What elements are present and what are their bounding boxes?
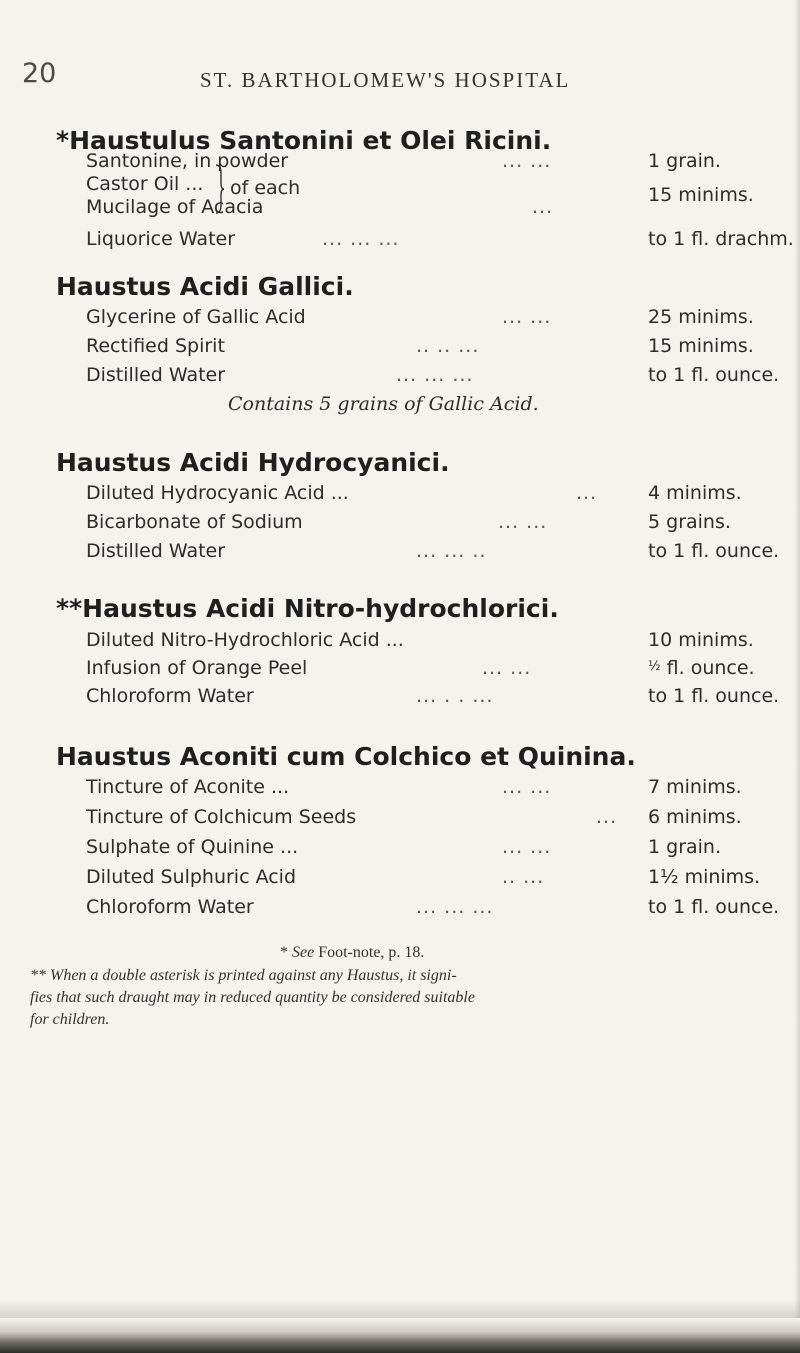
fraction: 1½: [648, 866, 679, 888]
section-title: Haustus Acidi Hydrocyanici.: [56, 448, 450, 477]
ingredient-row: [86, 896, 780, 924]
section-note: Contains 5 grains of Gallic Acid.: [228, 393, 539, 415]
ingredient-qty: 1 grain.: [648, 836, 722, 858]
qty-unit: minims.: [684, 866, 761, 888]
ingredient-qty: 15 minims.: [648, 335, 754, 357]
brace-note: of each: [230, 177, 301, 199]
ingredient-name: Infusion of Orange Peel: [86, 657, 308, 679]
ingredient-name: Mucilage of Acacia: [86, 196, 264, 218]
ingredient-name: Chloroform Water: [86, 896, 254, 918]
footnote-text: Foot-note, p. 18.: [318, 944, 425, 961]
ingredient-name: Diluted Sulphuric Acid: [86, 866, 297, 888]
ingredient-row: [86, 306, 760, 334]
ingredient-row: [86, 836, 760, 864]
footnote-1: [280, 944, 760, 962]
ingredient-name: Diluted Hydrocyanic Acid ...: [86, 482, 349, 504]
leader-dots: ... ... ...: [396, 364, 474, 386]
ingredient-qty: 4 minims.: [648, 482, 742, 504]
brace-icon: [214, 163, 224, 215]
leader-dots: ... ...: [502, 836, 552, 858]
ingredient-name: Glycerine of Gallic Acid: [86, 306, 306, 328]
ingredient-qty: to 1 fl. ounce.: [648, 364, 780, 386]
ingredient-qty: 1 grain.: [648, 150, 722, 172]
leader-dots: .. .. ...: [416, 335, 480, 357]
fraction: ½: [648, 659, 661, 674]
ingredient-row: [86, 511, 760, 539]
qty-unit: fl. ounce.: [666, 657, 755, 679]
ingredient-row: [86, 776, 760, 804]
ingredient-row: [86, 364, 780, 392]
leader-dots: ... ...: [502, 150, 552, 172]
leader-dots: ... ...: [502, 306, 552, 328]
ingredient-name: Sulphate of Quinine ...: [86, 836, 299, 858]
ingredient-qty: 6 minims.: [648, 806, 742, 828]
footnote-mark: *: [280, 944, 288, 961]
running-head: ST. BARTHOLOMEW'S HOSPITAL: [200, 68, 571, 92]
leader-dots: ... . . ...: [416, 685, 494, 707]
section-title: *Haustulus Santonini et Olei Ricini.: [56, 126, 552, 155]
ingredient-qty: to 1 fl. ounce.: [648, 540, 780, 562]
ingredient-row: [86, 657, 760, 685]
ingredient-name: Chloroform Water: [86, 685, 254, 707]
ingredient-row: [86, 228, 794, 256]
leader-dots: ... ...: [498, 511, 548, 533]
ingredient-name: Diluted Nitro-Hydrochloric Acid ...: [86, 629, 404, 651]
ingredient-name: Distilled Water: [86, 540, 226, 562]
ingredient-name: Tincture of Aconite ...: [86, 776, 290, 798]
ingredient-qty: [648, 866, 760, 888]
page-shadow: [0, 1300, 800, 1318]
ingredient-row: [86, 540, 780, 568]
ingredient-qty: [648, 657, 755, 679]
ingredient-row: [86, 335, 760, 363]
ingredient-qty: to 1 fl. ounce.: [648, 685, 780, 707]
ingredient-qty: 15 minims.: [648, 184, 754, 206]
ingredient-name: Liquorice Water: [86, 228, 236, 250]
footnote-2-cont: fies that such draught may in reduced quantity be considered suitable: [30, 989, 475, 1006]
leader-dots: ... ...: [502, 776, 552, 798]
ingredient-qty: to 1 fl. drachm.: [648, 228, 794, 250]
leader-dots: ...: [532, 196, 554, 218]
ingredient-qty: 7 minims.: [648, 776, 742, 798]
leader-dots: ... ... ...: [416, 896, 494, 918]
leader-dots: ... ... ...: [322, 228, 400, 250]
ingredient-name: Castor Oil ...: [86, 173, 204, 195]
leader-dots: ... ...: [482, 657, 532, 679]
ingredient-row: [86, 685, 780, 713]
ingredient-qty: 5 grains.: [648, 511, 731, 533]
page-bottom-edge: [0, 1318, 800, 1353]
leader-dots: ... ... ..: [416, 540, 487, 562]
ingredient-name: Rectified Spirit: [86, 335, 225, 357]
footnote-2-end: for children.: [30, 1011, 110, 1028]
ingredient-name: Distilled Water: [86, 364, 226, 386]
ingredient-name: Tincture of Colchicum Seeds: [86, 806, 357, 828]
ingredient-row: [86, 806, 760, 834]
section-title: Haustus Acidi Gallici.: [56, 272, 354, 301]
section-title: Haustus Aconiti cum Colchico et Quinina.: [56, 742, 636, 771]
ingredient-name: Bicarbonate of Sodium: [86, 511, 303, 533]
footnote-see: See: [292, 944, 315, 961]
ingredient-row: [86, 482, 760, 510]
ingredient-row: [86, 866, 760, 894]
footnote-2: ** When a double asterisk is printed against any Haustus, it signi-: [30, 967, 457, 984]
ingredient-qty: to 1 fl. ounce.: [648, 896, 780, 918]
leader-dots: ...: [596, 806, 618, 828]
ingredient-qty: 10 minims.: [648, 629, 754, 651]
leader-dots: ...: [576, 482, 598, 504]
leader-dots: .. ...: [502, 866, 545, 888]
section-title: **Haustus Acidi Nitro-hydrochlorici.: [56, 594, 559, 623]
ingredient-name: Santonine, in powder: [86, 150, 289, 172]
ingredient-row: [86, 629, 760, 657]
ingredient-qty: 25 minims.: [648, 306, 754, 328]
page-edge: [794, 0, 800, 1353]
page-number: 20: [22, 58, 57, 89]
